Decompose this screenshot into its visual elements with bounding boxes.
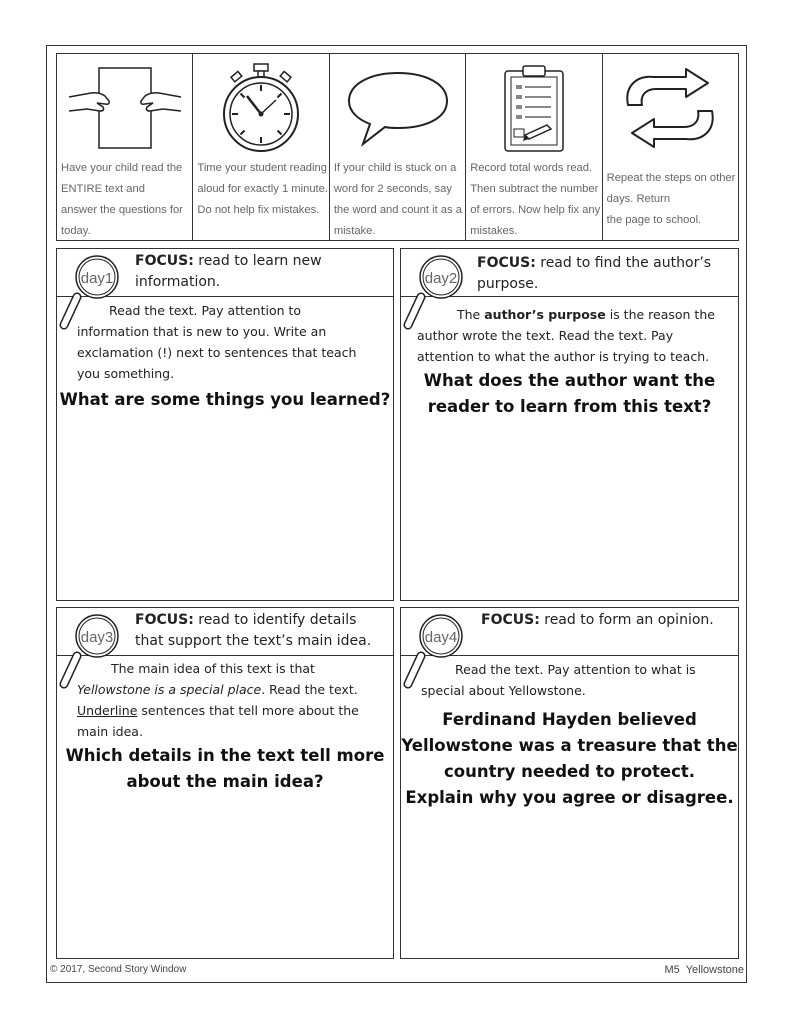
hands-holding-paper-icon [65, 63, 185, 153]
step-text-line: Do not help fix mistakes. [197, 204, 320, 216]
instr-fragment: The [457, 307, 481, 322]
step-text-line: Repeat the steps on other [606, 172, 736, 184]
instr-line: attention to what the author is trying to teach. [417, 349, 710, 364]
steps-row [56, 53, 739, 241]
question-line: about the main idea? [126, 772, 324, 791]
day-badge: day4 [424, 629, 458, 646]
step-text-line: aloud for exactly 1 minute. [197, 183, 328, 195]
instr-line [77, 679, 359, 700]
instr-line: The main idea of this text is that [111, 661, 315, 676]
day4-panel [400, 607, 739, 959]
step-help-word [329, 54, 465, 240]
step-text-line: If your child is stuck on a [333, 162, 457, 174]
instr-line: author wrote the text. Read the text. Pay [417, 328, 674, 343]
step-text-line: Time your student reading [197, 162, 327, 174]
instructions [421, 659, 696, 701]
clipboard-icon [499, 63, 569, 153]
focus-text [135, 251, 322, 293]
step-text-line: the word and count it as a [333, 204, 462, 216]
day-badge: day2 [424, 270, 458, 287]
step-text-line: Then subtract the number [470, 183, 599, 195]
main-idea-phrase: Yellowstone is a special place [77, 682, 262, 697]
instructions [77, 658, 359, 742]
question [401, 368, 738, 420]
question [401, 707, 738, 811]
instr-fragment: sentences that tell more about the [137, 703, 359, 718]
question-line: Yellowstone was a treasure that the [401, 736, 738, 755]
instr-line: special about Yellowstone. [421, 683, 586, 698]
focus-text [481, 610, 714, 631]
day-badge: day1 [80, 270, 114, 287]
instr-line: Read the text. Pay attention to what is [455, 662, 696, 677]
day-badge: day3 [80, 629, 114, 646]
underline-term: Underline [77, 703, 138, 718]
focus-text [477, 253, 711, 295]
instr-line: main idea. [77, 724, 143, 739]
focus-line: read to learn new [198, 253, 322, 269]
question [57, 743, 393, 795]
instr-line: you something. [77, 366, 175, 381]
step-text-line: the page to school. [606, 214, 702, 226]
instr-line [77, 700, 359, 721]
focus-label: FOCUS: [135, 253, 194, 269]
instr-line: Read the text. Pay attention to [109, 303, 302, 318]
day1-panel [56, 248, 394, 601]
page-label [664, 964, 744, 976]
focus-line: read to identify details [198, 612, 357, 628]
step-read [57, 54, 192, 240]
question-line: reader to learn from this text? [427, 397, 712, 416]
instr-line [417, 304, 715, 325]
focus-label: FOCUS: [135, 612, 194, 628]
question-line: What does the author want the [423, 371, 716, 390]
question-line: Which details in the text tell more [65, 746, 385, 765]
step-text-line: Have your child read the [61, 162, 183, 174]
day3-panel [56, 607, 394, 959]
focus-line: read to find the author’s [540, 255, 712, 271]
step-text-line: of errors. Now help fix any [470, 204, 601, 216]
instr-fragment: is the reason the [609, 307, 715, 322]
question-line: Ferdinand Hayden believed [442, 710, 697, 729]
instr-line: exclamation (!) next to sentences that teach [77, 345, 357, 360]
focus-line: information. [135, 274, 221, 290]
question [57, 387, 393, 413]
stopwatch-icon [216, 62, 306, 154]
question-line: country needed to protect. [443, 762, 696, 781]
instr-fragment: . Read the text. [261, 682, 358, 697]
focus-line: purpose. [477, 276, 539, 292]
step-text-line: ENTIRE text and [61, 183, 145, 195]
key-term: author’s purpose [484, 307, 606, 322]
step-record [465, 54, 601, 240]
unit-code: M5 [664, 964, 680, 976]
question-line: What are some things you learned? [59, 390, 391, 409]
focus-text [135, 610, 371, 652]
step-text-line: mistakes. [470, 225, 518, 237]
instructions [417, 304, 715, 367]
day2-panel [400, 248, 739, 601]
step-text-line: today. [61, 225, 91, 237]
focus-line: read to form an opinion. [544, 612, 714, 628]
step-repeat [602, 54, 738, 240]
unit-title: Yellowstone [685, 964, 744, 976]
step-text-line: word for 2 seconds, say [333, 183, 452, 195]
question-line: Explain why you agree or disagree. [405, 788, 734, 807]
copyright: © 2017, Second Story Window [50, 964, 187, 975]
instructions [77, 300, 356, 384]
step-text-line: answer the questions for [61, 204, 183, 216]
step-text-line: Record total words read. [470, 162, 593, 174]
focus-label: FOCUS: [481, 612, 540, 628]
instr-line: information that is new to you. Write an [77, 324, 327, 339]
speech-bubble-icon [343, 68, 453, 148]
focus-line: that support the text’s main idea. [135, 633, 372, 649]
step-time [192, 54, 328, 240]
step-text-line: days. Return [606, 193, 671, 205]
focus-label: FOCUS: [477, 255, 536, 271]
repeat-arrows-icon [620, 65, 720, 151]
step-text-line: mistake. [333, 225, 376, 237]
